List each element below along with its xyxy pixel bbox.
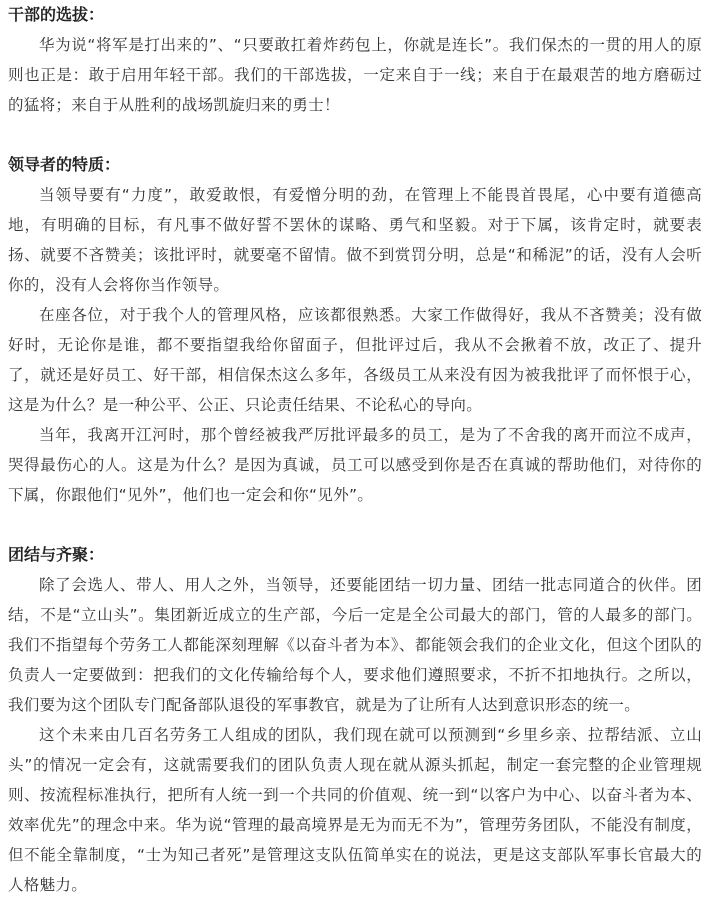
paragraph: 这个未来由几百名劳务工人组成的团队，我们现在就可以预测到“乡里乡亲、拉帮结派、立山头”的情况一定会有，这就需要我们的团队负责人现在就从源头抓起，制定一套完整的企业管理规则、按流程标准执行，把所有人统一到一个共同的价值观、统一到“以客户为中心、以奋斗者为本、效率优先”的理念中来。华为说“管理的最高境界是无为而无不为”，管理劳务团队，不能没有制度，但不能全靠制度，“士为知己者死”是管理这支队伍简单实在的说法，更是这支部队军事长官最大的人格魅力。: [8, 726, 702, 894]
section-cadre-selection: [8, 0, 702, 120]
section-leader-traits: [8, 150, 702, 510]
paragraph: 当领导要有“力度”，敢爱敢恨，有爱憎分明的劲，在管理上不能畏首畏尾，心中要有道德高地，有明确的目标，有凡事不做好誓不罢休的谋略、勇气和坚毅。对于下属，该肯定时，就要表扬、就要不吝赞美；该批评时，就要毫不留情。做不到赏罚分明，总是“和稀泥”的话，没有人会听你的，没有人会将你当作领导。: [8, 186, 702, 294]
section-unity: [8, 540, 702, 900]
paragraph: 当年，我离开江河时，那个曾经被我严厉批评最多的员工，是为了不舍我的离开而泣不成声，哭得最伤心的人。这是为什么？是因为真诚，员工可以感受到你是否在真诚的帮助他们，对待你的下属，你跟他们“见外”，他们也一定会和你“见外”。: [8, 426, 702, 504]
section-spacer: [8, 120, 702, 150]
paragraph: 在座各位，对于我个人的管理风格，应该都很熟悉。大家工作做得好，我从不吝赞美；没有做好时，无论你是谁，都不要指望我给你留面子，但批评过后，我从不会揪着不放，改正了、提升了，就还是好员工、好干部，相信保杰这么多年，各级员工从来没有因为被我批评了而怀恨于心，这是为什么？是一种公平、公正、只论责任结果、不论私心的导向。: [8, 306, 702, 414]
section-spacer: [8, 510, 702, 540]
paragraph: 除了会选人、带人、用人之外，当领导，还要能团结一切力量、团结一批志同道合的伙伴。团结，不是“立山头”。集团新近成立的生产部，今后一定是全公司最大的部门，管的人最多的部门。我们不指望每个劳务工人都能深刻理解《以奋斗者为本》、都能领会我们的企业文化，但这个团队的负责人一定要做到：把我们的文化传输给每个人，要求他们遵照要求，不折不扣地执行。之所以，我们要为这个团队专门配备部队退役的军事教官，就是为了让所有人达到意识形态的统一。: [8, 576, 702, 714]
paragraph: 华为说“将军是打出来的”、“只要敢扛着炸药包上，你就是连长”。我们保杰的一贯的用人的原则也正是：敢于启用年轻干部。我们的干部选拔，一定来自于一线；来自于在最艰苦的地方磨砺过的猛将；来自于从胜利的战场凯旋归来的勇士！: [8, 36, 702, 114]
section-heading: 领导者的特质：: [8, 155, 121, 174]
section-heading: 团结与齐聚：: [8, 545, 105, 564]
section-heading: 干部的选拔：: [8, 5, 105, 24]
